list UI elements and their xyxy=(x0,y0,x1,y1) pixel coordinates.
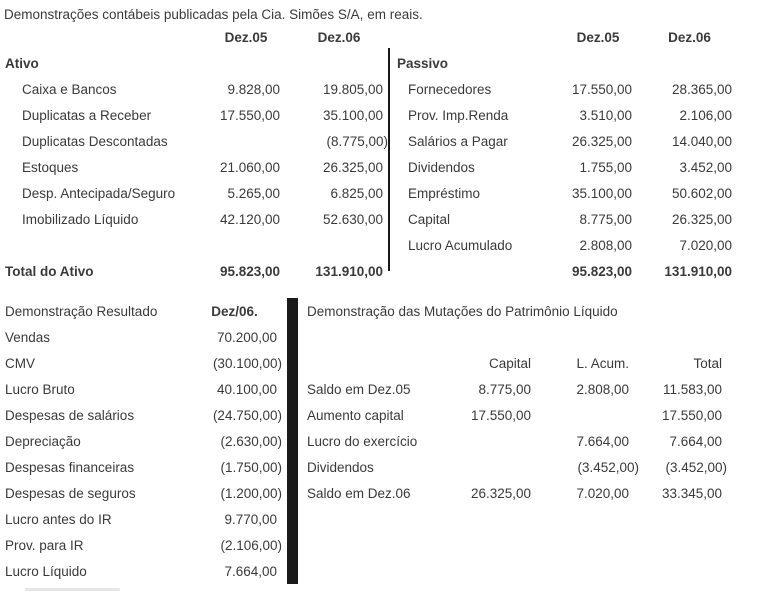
balance-sheet-passivo-table xyxy=(390,24,767,284)
value-dez05: 17.550,00 xyxy=(571,81,632,97)
value-cell: (30.100,00) xyxy=(212,355,282,371)
value-dez05: 9.828,00 xyxy=(227,81,280,97)
row-label: Caixa e Bancos xyxy=(22,81,117,97)
table-row xyxy=(0,506,282,532)
column-header-dez05: Dez.05 xyxy=(576,29,620,45)
value-capital: 8.775,00 xyxy=(478,381,531,397)
column-header-total: Total xyxy=(693,355,722,371)
thick-divider-bar xyxy=(287,298,298,584)
table-row xyxy=(300,428,767,454)
row-label: Fornecedores xyxy=(408,81,492,97)
row-label: Dividendos xyxy=(307,459,374,475)
table-row xyxy=(0,154,388,180)
table-row xyxy=(390,102,767,128)
value-dez06: 50.602,00 xyxy=(671,185,732,201)
value-dez06: (8.775,00) xyxy=(326,133,388,149)
value-total: 17.550,00 xyxy=(661,407,722,423)
value-cell: (2.106,00) xyxy=(220,537,282,553)
table-row xyxy=(300,376,767,402)
table-row xyxy=(390,154,767,180)
table-header-row xyxy=(0,298,282,324)
table-row xyxy=(300,402,767,428)
total-value-dez06: 131.910,00 xyxy=(315,263,383,279)
column-header-capital: Capital xyxy=(488,355,531,371)
section-row xyxy=(0,50,388,76)
table-row xyxy=(0,480,282,506)
table-title-row xyxy=(300,298,767,324)
table-row xyxy=(0,532,282,558)
page-title: Demonstrações contábeis publicadas pela Cia. Simões S/A, em reais. xyxy=(4,7,423,22)
table-row xyxy=(390,76,767,102)
section-passivo-label: Passivo xyxy=(397,55,449,71)
table-row xyxy=(390,128,767,154)
row-label: Empréstimo xyxy=(408,185,481,201)
value-capital: 17.550,00 xyxy=(470,407,531,423)
row-label: Despesas financeiras xyxy=(5,459,135,475)
value-cell: 7.664,00 xyxy=(224,563,277,579)
table-row xyxy=(0,102,388,128)
value-dez05: 42.120,00 xyxy=(219,211,280,227)
table-row xyxy=(390,180,767,206)
table-header-row xyxy=(0,24,388,50)
table-header-row xyxy=(300,350,767,376)
value-l-acum: 7.664,00 xyxy=(576,433,629,449)
value-dez06: 19.805,00 xyxy=(322,81,383,97)
table-row xyxy=(0,128,388,154)
table-row xyxy=(390,206,767,232)
table-row xyxy=(300,454,767,480)
row-label: Despesas de seguros xyxy=(5,485,136,501)
value-dez06: 35.100,00 xyxy=(322,107,383,123)
value-dez06: 2.106,00 xyxy=(679,107,732,123)
value-cell: 9.770,00 xyxy=(224,511,277,527)
total-ativo-label: Total do Ativo xyxy=(5,263,94,279)
row-label: Salários a Pagar xyxy=(408,133,508,149)
table-row xyxy=(0,376,282,402)
row-label: Duplicatas Descontadas xyxy=(22,133,168,149)
value-l-acum: 7.020,00 xyxy=(576,485,629,501)
income-statement-table xyxy=(0,298,282,584)
row-label: Lucro antes do IR xyxy=(5,511,112,527)
row-label: Aumento capital xyxy=(307,407,404,423)
value-cell: (2.630,00) xyxy=(220,433,282,449)
value-dez06: 6.825,00 xyxy=(330,185,383,201)
value-total: 7.664,00 xyxy=(669,433,722,449)
value-cell: 40.100,00 xyxy=(216,381,277,397)
value-capital: 26.325,00 xyxy=(470,485,531,501)
table-row xyxy=(0,454,282,480)
column-header-dez06: Dez.06 xyxy=(668,29,711,45)
row-label: Lucro Acumulado xyxy=(408,237,513,253)
total-value-dez06: 131.910,00 xyxy=(664,263,732,279)
value-dez05: 35.100,00 xyxy=(571,185,632,201)
row-label: Lucro Bruto xyxy=(5,381,75,397)
value-dez05: 3.510,00 xyxy=(579,107,632,123)
section-ativo-label: Ativo xyxy=(5,55,39,71)
value-l-acum: (3.452,00) xyxy=(577,459,639,475)
row-label: Saldo em Dez.06 xyxy=(307,485,411,501)
table-row xyxy=(0,350,282,376)
row-label: Duplicatas a Receber xyxy=(22,107,152,123)
period-header: Dez/06. xyxy=(211,303,258,319)
value-dez06: 26.325,00 xyxy=(671,211,732,227)
row-label: Desp. Antecipada/Seguro xyxy=(22,185,176,201)
value-dez05: 21.060,00 xyxy=(219,159,280,175)
row-label: Lucro Líquido xyxy=(5,563,87,579)
table-row xyxy=(0,558,282,584)
row-label: Depreciação xyxy=(5,433,81,449)
table-row xyxy=(390,232,767,258)
row-label: Lucro do exercício xyxy=(307,433,418,449)
column-header-l-acum: L. Acum. xyxy=(576,355,629,371)
blank-row xyxy=(0,232,388,258)
value-l-acum: 2.808,00 xyxy=(576,381,629,397)
balance-sheet-ativo-table xyxy=(0,24,388,284)
row-label: CMV xyxy=(5,355,35,371)
row-label: Despesas de salários xyxy=(5,407,135,423)
value-dez06: 52.630,00 xyxy=(322,211,383,227)
row-label: Prov. Imp.Renda xyxy=(408,107,509,123)
income-statement-title: Demonstração Resultado xyxy=(5,303,158,319)
value-dez06: 14.040,00 xyxy=(671,133,732,149)
row-label: Dividendos xyxy=(408,159,475,175)
value-dez05: 5.265,00 xyxy=(227,185,280,201)
blank-row xyxy=(300,324,767,350)
column-header-dez06: Dez.06 xyxy=(317,29,361,45)
row-label: Saldo em Dez.05 xyxy=(307,381,411,397)
row-label: Capital xyxy=(408,211,451,227)
total-row xyxy=(0,258,388,284)
value-cell: 70.200,00 xyxy=(216,329,277,345)
value-total: (3.452,00) xyxy=(665,459,727,475)
table-row xyxy=(0,206,388,232)
value-cell: (1.200,00) xyxy=(220,485,282,501)
table-row xyxy=(0,76,388,102)
table-row xyxy=(300,480,767,506)
table-row xyxy=(0,402,282,428)
value-dez06: 28.365,00 xyxy=(671,81,732,97)
value-total: 11.583,00 xyxy=(662,381,722,397)
value-dez05: 17.550,00 xyxy=(219,107,280,123)
value-dez06: 26.325,00 xyxy=(322,159,383,175)
total-row xyxy=(390,258,767,284)
column-header-dez05: Dez.05 xyxy=(224,29,268,45)
value-total: 33.345,00 xyxy=(661,485,722,501)
equity-statement-title: Demonstração das Mutações do Patrimônio Líquido xyxy=(307,303,618,319)
row-label: Imobilizado Líquido xyxy=(22,211,139,227)
table-row xyxy=(0,180,388,206)
value-dez05: 8.775,00 xyxy=(579,211,632,227)
value-dez05: 1.755,00 xyxy=(579,159,632,175)
row-label: Estoques xyxy=(22,159,79,175)
value-dez06: 3.452,00 xyxy=(679,159,732,175)
row-label: Vendas xyxy=(5,329,51,345)
section-row xyxy=(390,50,767,76)
value-dez05: 26.325,00 xyxy=(571,133,632,149)
value-cell: (24.750,00) xyxy=(212,407,282,423)
value-cell: (1.750,00) xyxy=(220,459,282,475)
equity-mutations-table xyxy=(300,298,767,506)
value-dez05: 2.808,00 xyxy=(579,237,632,253)
value-dez06: 7.020,00 xyxy=(679,237,732,253)
table-row xyxy=(0,324,282,350)
row-label: Prov. para IR xyxy=(5,537,84,553)
scan-artifact xyxy=(25,588,120,591)
total-value-dez05: 95.823,00 xyxy=(571,263,632,279)
table-header-row xyxy=(390,24,767,50)
table-row xyxy=(0,428,282,454)
total-value-dez05: 95.823,00 xyxy=(219,263,280,279)
